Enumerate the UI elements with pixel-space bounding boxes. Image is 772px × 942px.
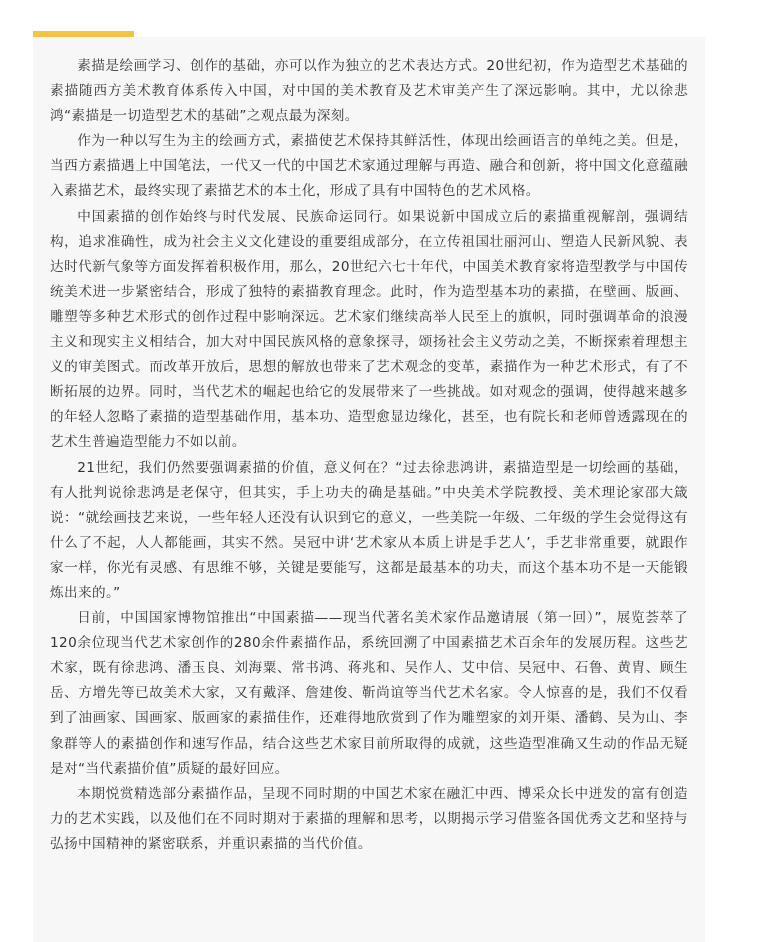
paragraph-4: 21世纪，我们仍然要强调素描的价值，意义何在？“过去徐悲鸿讲，素描造型是一切绘画的基础，有人批判说徐悲鸿是老保守，但其实，手上功夫的确是基础。”中央美术学院教授、美术理论家邵大箴说：“就绘画技艺来说，一些年轻人还没有认识到它的意义，一些美院一年级、二年级的学生会觉得这有什么了不起，人人都能画，其实不然。吴冠中讲‘艺术家从本质上讲是手艺人’，手艺非常重要，就跟作家一样，你光有灵感、有思维不够，关键是要能写，这都是最基本的功夫，而这个基本功不是一天能锻炼出来的。” [50,459,688,601]
paragraph-5: 日前，中国国家博物馆推出“中国素描——现当代著名美术家作品邀请展（第一回）”，展览荟萃了120余位现当代艺术家创作的280余件素描作品，系统回溯了中国素描艺术百余年的发展历程。这些艺术家，既有徐悲鸿、潘玉良、刘海粟、常书鸿、蒋兆和、吴作人、艾中信、吴冠中、石鲁、黄胄、顾生岳、方增先等已故美术大家，又有戴泽、詹建俊、靳尚谊等当代艺术名家。令人惊喜的是，我们不仅看到了油画家、国画家、版画家的素描佳作，还难得地欣赏到了作为雕塑家的刘开渠、潘鹤、吴为山、李象群等人的素描创作和速写作品，结合这些艺术家目前所取得的成就，这些造型准确又生动的作品无疑是对“当代素描价值”质疑的最好回应。 [50,610,688,777]
paragraph-6: 本期悦赏精选部分素描作品，呈现不同时期的中国艺术家在融汇中西、博采众长中迸发的富有创造力的艺术实践，以及他们在不同时期对于素描的理解和思考，以期揭示学习借鉴各国优秀文艺和坚持与弘扬中国精神的紧密联系，并重识素描的当代价值。 [50,785,688,852]
article-body [33,37,705,942]
paragraph-1: 素描是绘画学习、创作的基础，亦可以作为独立的艺术表达方式。20世纪初，作为造型艺术基础的素描随西方美术教育体系传入中国，对中国的美术教育及艺术审美产生了深远影响。其中，尤以徐悲鸿“素描是一切造型艺术的基础”之观点最为深刻。 [50,58,688,125]
paragraph-2: 作为一种以写生为主的绘画方式，素描使艺术保持其鲜活性，体现出绘画语言的单纯之美。但是，当西方素描遇上中国笔法，一代又一代的中国艺术家通过理解与再造、融合和创新，将中国文化意蕴融入素描艺术，最终实现了素描艺术的本土化，形成了具有中国特色的艺术风格。 [50,133,688,200]
paragraph-3: 中国素描的创作始终与时代发展、民族命运同行。如果说新中国成立后的素描重视解剖，强调结构，追求准确性，成为社会主义文化建设的重要组成部分，在立传祖国壮丽河山、塑造人民新风貌、表达时代新气象等方面发挥着积极作用，那么，20世纪六七十年代，中国美术教育家将造型教学与中国传统美术进一步紧密结合，形成了独特的素描教育理念。此时，作为造型基本功的素描，在壁画、版画、雕塑等多种艺术形式的创作过程中影响深远。艺术家们继续高举人民至上的旗帜，同时强调革命的浪漫主义和现实主义相结合，加大对中国民族风格的意象探寻，颂扬社会主义劳动之美，不断探索着理想主义的审美图式。而改革开放后，思想的解放也带来了艺术观念的变革，素描作为一种艺术形式，有了不断拓展的边界。同时，当代艺术的崛起也给它的发展带来了一些挑战。如对观念的强调，使得越来越多的年轻人忽略了素描的造型基础作用，基本功、造型愈显边缘化，甚至，也有院长和老师曾透露现在的艺术生普遍造型能力不如以前。 [50,208,688,451]
